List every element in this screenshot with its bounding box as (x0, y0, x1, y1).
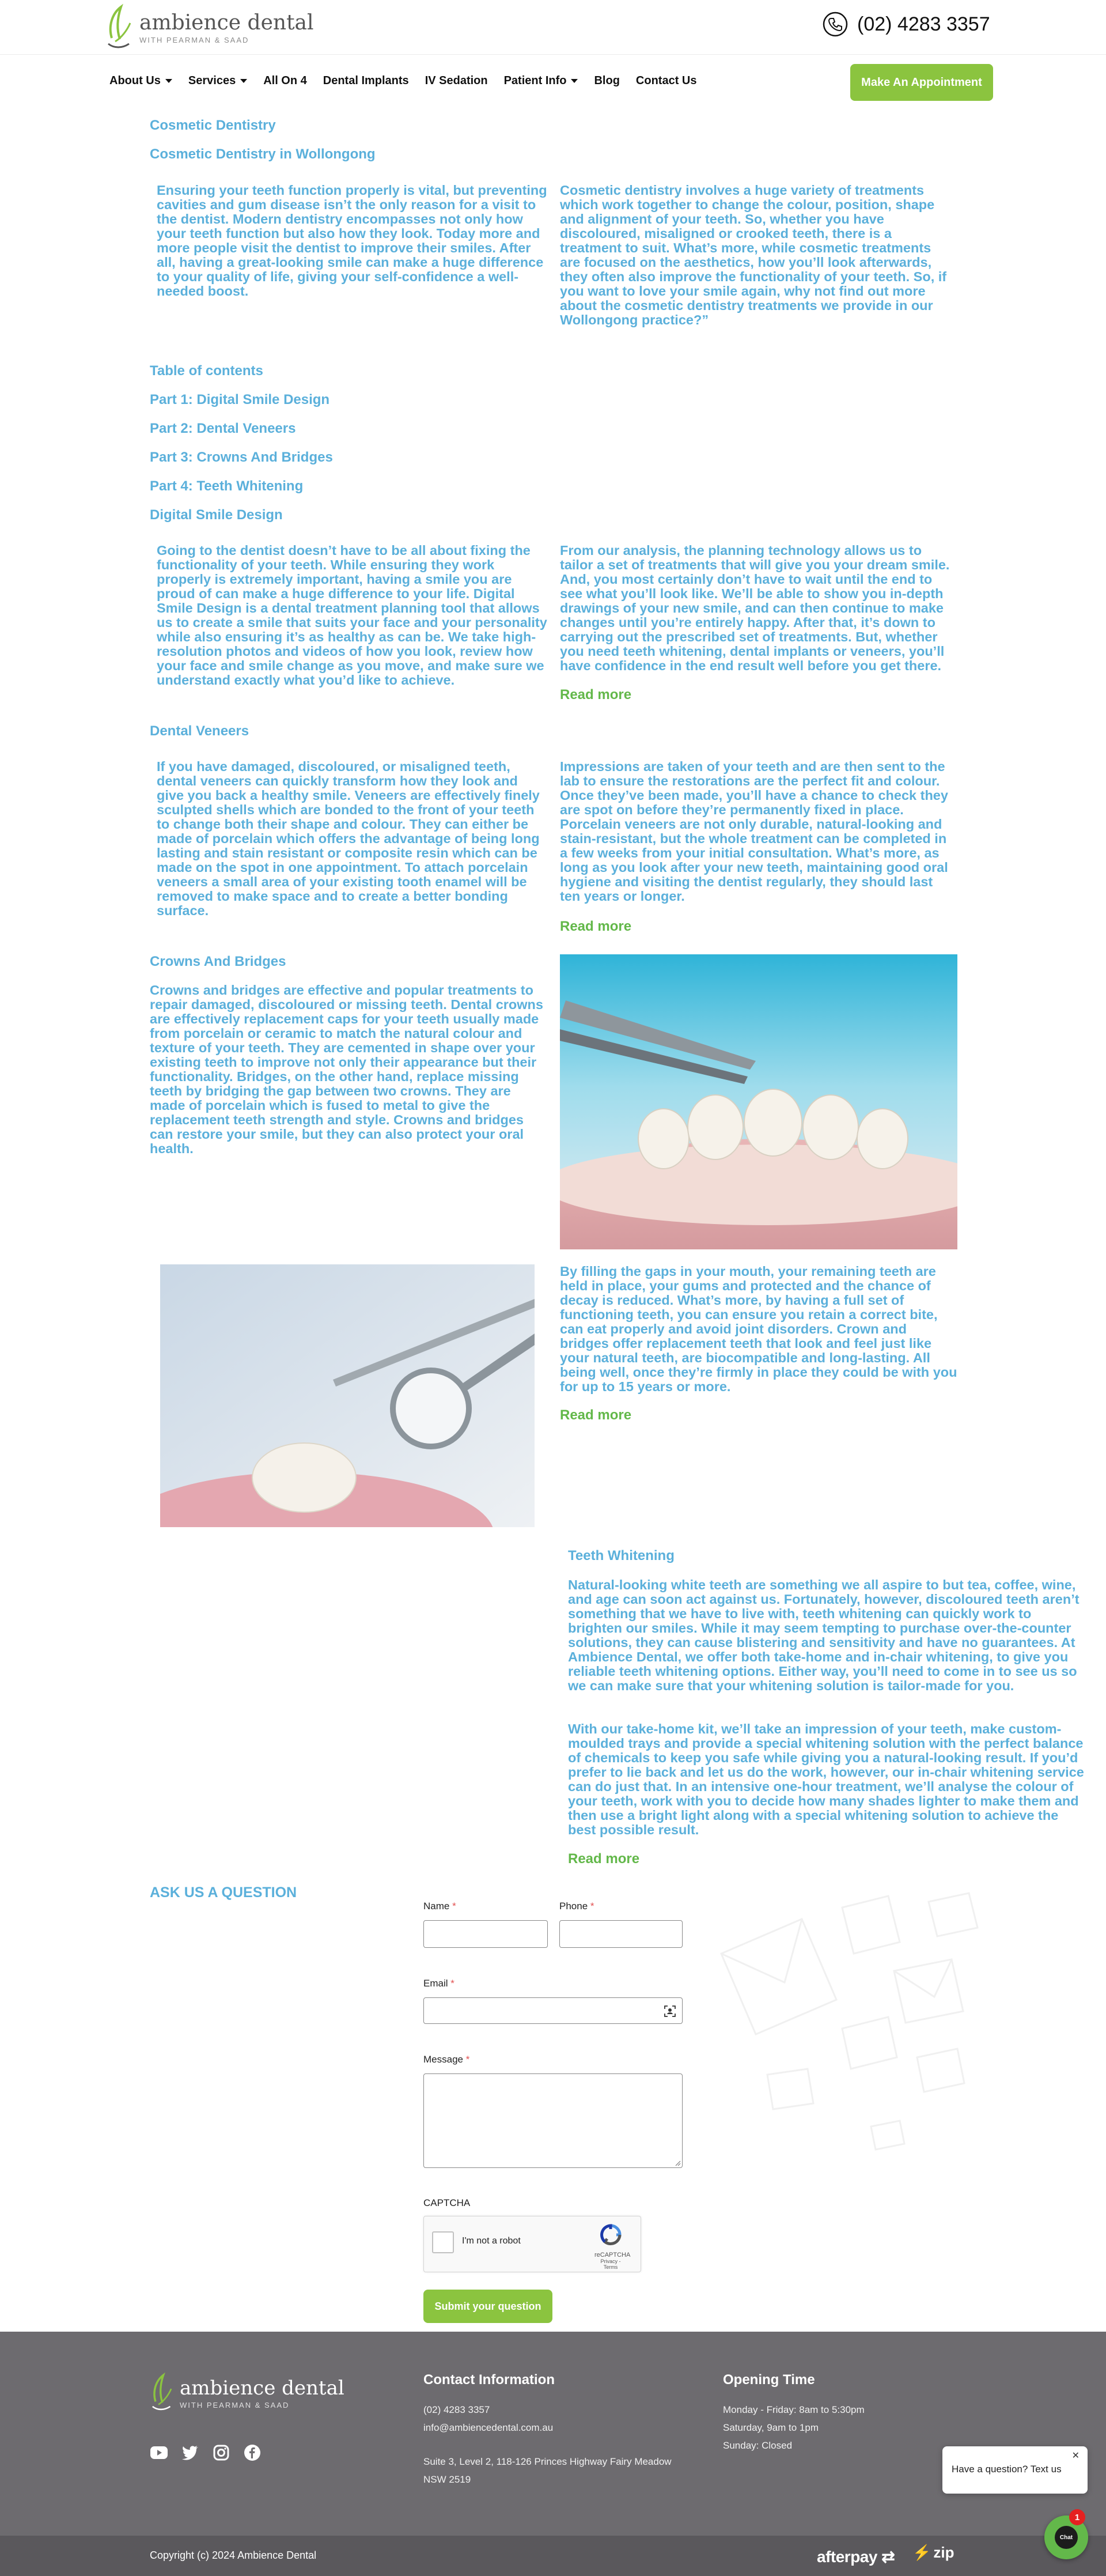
envelope-decoration-icon (698, 1884, 1021, 2207)
recaptcha-brand: reCAPTCHA (594, 2252, 631, 2258)
message-label (423, 2054, 469, 2065)
required-mark: * (450, 1978, 454, 1989)
email-label (423, 1978, 454, 1989)
chat-button-text: Chat (1059, 2534, 1073, 2541)
recaptcha-checkbox[interactable] (432, 2231, 454, 2253)
page-subtitle: Cosmetic Dentistry in Wollongong (150, 146, 376, 162)
opening-hours-weekday: Monday - Friday: 8am to 5:30pm (723, 2404, 865, 2415)
recaptcha-text: I'm not a robot (462, 2236, 521, 2246)
label-text: Name (423, 1901, 450, 1912)
nav-label: About Us (109, 74, 161, 87)
chat-popup-message: Have a question? Text us (952, 2464, 1062, 2475)
message-textarea[interactable] (423, 2073, 683, 2168)
intro-left-paragraph: Ensuring your teeth function properly is vital, but preventing cavities and gum disease isn’t the only reason for a visit to the dentist. Modern dentistry encompasses not only how your teeth function but also how they look. Today more and more people visit the dentist to improve their smiles. After all, having a great-looking smile can make a huge difference to your quality of life, giving your self-confidence a well-needed boost. (157, 183, 547, 299)
youtube-icon[interactable] (150, 2443, 168, 2462)
name-label (423, 1901, 456, 1912)
veneers-right-paragraph: Impressions are taken of your teeth and are then sent to the lab to ensure the restorations are the perfect fit and colour. Once they’ve been made, you’ll have a chance to check they are spot on before they’re permanently fixed in place. Porcelain veneers are not only durable, natural-looking and stain-resistant, but the whole treatment can be completed in a few weeks from your initial consultation. What’s more, as long as you look after your new teeth, maintaining good oral hygiene and visiting the dentist regularly, they should last ten years or longer. (560, 759, 948, 904)
toc-title: Table of contents (150, 363, 263, 379)
footer-logo-name: ambience dental (180, 2376, 344, 2400)
toc-link-digital-smile-design[interactable]: Part 1: Digital Smile Design (150, 392, 330, 407)
footer-logo[interactable] (149, 2372, 344, 2413)
nav-dental-implants[interactable] (323, 74, 409, 88)
tooth-leaf-logo-icon (149, 2372, 175, 2413)
dsd-right-paragraph: From our analysis, the planning technology allows us to tailor a set of treatments that will give you your dream smile. And, you most certainly don’t have to wait until the end to see what you’ll look like. We’ll be able to show you in-depth drawings of your new smile, and can then continue to make changes until you’re entirely happy. After that, it’s down to carrying out the prescribed set of treatments. But, whether you need teeth whitening, dental implants or veneers, you’ll have confidence in the end result well before you get there. (560, 543, 950, 673)
zip-logo (912, 2544, 954, 2562)
phone-input[interactable] (559, 1920, 683, 1948)
whitening-paragraph-1: Natural-looking white teeth are something we all aspire to but tea, coffee, wine, and age can soon act against us. Fortunately, however, discoloured teeth aren’t something that we have to live with, teeth whitening can quickly work to brighten our smiles. While it may seem tempting to purchase over-the-counter solutions, they can cause blistering and sensitivity and have no guarantees. At Ambience Dental, we offer both take-home and in-chair whitening, to give you reliable teeth whitening options. Either way, you’ll need to come in to see us so we can make sure that your whitening solution is tailor-made for you. (568, 1577, 1080, 1693)
chat-bubble-icon (1055, 2526, 1078, 2549)
phone-number: (02) 4283 3357 (857, 13, 990, 35)
captcha-label: CAPTCHA (423, 2197, 471, 2208)
page-title: Cosmetic Dentistry (150, 118, 276, 133)
footer-address-line1: Suite 3, Level 2, 118-126 Princes Highway Fairy Meadow (423, 2456, 672, 2467)
recaptcha-logo-icon (599, 2223, 622, 2246)
opening-time-title: Opening Time (723, 2372, 815, 2388)
footer-email[interactable]: info@ambiencedental.com.au (423, 2422, 554, 2433)
ask-question-heading: ASK US A QUESTION (150, 1884, 297, 1901)
section-title-digital-smile-design: Digital Smile Design (150, 507, 283, 523)
nav-patient-info[interactable] (504, 74, 578, 88)
nav-all-on-4[interactable] (263, 74, 307, 88)
nav-label: Blog (594, 74, 620, 87)
toc-link-teeth-whitening[interactable]: Part 4: Teeth Whitening (150, 478, 304, 494)
section-title-dental-veneers: Dental Veneers (150, 723, 249, 739)
dental-bridge-photo (560, 954, 957, 1249)
nav-contact-us[interactable] (636, 74, 697, 88)
footer-logo-subtitle: WITH PEARMAN & SAAD (180, 2400, 290, 2409)
required-mark: * (465, 2054, 470, 2065)
label-text: Email (423, 1978, 448, 1989)
afterpay-text: afterpay (817, 2548, 877, 2566)
twitter-icon[interactable] (181, 2443, 199, 2462)
chat-unread-badge: 1 (1069, 2509, 1085, 2525)
nav-label: Services (188, 74, 236, 87)
required-mark: * (452, 1901, 456, 1912)
nav-label: All On 4 (263, 74, 307, 87)
veneers-left-paragraph: If you have damaged, discoloured, or misaligned teeth, dental veneers can quickly transform how they look and give you back a healthy smile. Veneers are effectively finely sculpted shells which are bonded to the front of your teeth to change both their shape and colour. They can either be made of porcelain which offers the advantage of being long lasting and stain resistant or composite resin which can be made on the spot in one appointment. To attach porcelain veneers a small area of your existing tooth enamel will be removed to make space and to create a better bonding surface. (157, 759, 540, 918)
intro-right-paragraph: Cosmetic dentistry involves a huge variety of treatments which work together to change the colour, position, shape and alignment of your teeth. So, whether you have discoloured, misaligned or crooked teeth, there is a treatment to suit. What’s more, while cosmetic treatments are focused on the aesthetics, how you’ll look afterwards, they often also improve the functionality of your teeth. So, if you want to love your smile again, why not find out more about the cosmetic dentistry treatments we provide in our Wollongong practice?” (560, 183, 947, 327)
autofill-contact-icon[interactable] (664, 2005, 676, 2018)
read-more-link[interactable]: Read more (568, 1851, 640, 1867)
footer-phone[interactable]: (02) 4283 3357 (423, 2404, 490, 2415)
copyright-text: Copyright (c) 2024 Ambience Dental (150, 2549, 317, 2561)
nav-label: Patient Info (503, 74, 567, 87)
footer-address-line2: NSW 2519 (423, 2474, 471, 2485)
nav-about-us[interactable] (109, 74, 172, 88)
phone-label (559, 1901, 594, 1912)
site-logo[interactable] (104, 3, 314, 52)
section-title-teeth-whitening: Teeth Whitening (568, 1548, 675, 1563)
name-input[interactable] (423, 1920, 548, 1948)
submit-question-button[interactable]: Submit your question (423, 2290, 552, 2323)
nav-blog[interactable] (594, 74, 619, 88)
footer (0, 2332, 1106, 2536)
read-more-link[interactable]: Read more (560, 919, 632, 934)
nav-label: IV Sedation (425, 74, 488, 87)
phone-icon (823, 12, 848, 37)
header-phone[interactable] (823, 12, 990, 37)
crowns-right-paragraph: By filling the gaps in your mouth, your remaining teeth are held in place, your gums and protected and the chance of decay is reduced. What’s more, by having a full set of functioning teeth, you can ensure you retain a correct bite, can eat properly and avoid joint disorders. Crown and bridges offer replacement teeth that look and feel just like your natural teeth, are biocompatible and long-lasting. All being well, once they’re firmly in place they could be with you for up to 15 years or more. (560, 1264, 957, 1394)
make-appointment-button[interactable]: Make An Appointment (850, 64, 993, 101)
toc-link-dental-veneers[interactable]: Part 2: Dental Veneers (150, 421, 296, 436)
facebook-icon[interactable] (243, 2443, 262, 2462)
chat-popup[interactable] (942, 2446, 1088, 2494)
read-more-link[interactable]: Read more (560, 1407, 632, 1423)
label-text: Message (423, 2054, 463, 2065)
logo-name: ambience dental (139, 10, 314, 35)
opening-hours-sunday: Sunday: Closed (723, 2440, 793, 2451)
afterpay-arrows-icon: ⇄ (881, 2548, 895, 2566)
contact-info-title: Contact Information (423, 2372, 555, 2388)
chevron-down-icon (165, 79, 172, 83)
required-mark: * (590, 1901, 594, 1912)
crowns-left-paragraph: Crowns and bridges are effective and popular treatments to repair damaged, discoloured or missing teeth. Dental crowns are effectively replacement caps for your teeth usually made from porcelain or ceramic to match the natural colour and texture of your teeth. They are cemented in shape over your existing teeth to improve not only their appearance but their functionality. Bridges, on the other hand, replace missing teeth by bridging the gap between two crowns. They are made of porcelain which is fused to metal to give the replacement teeth strength and style. Crowns and bridges can restore your smile, but they can also protect your oral health. (150, 983, 543, 1156)
close-icon[interactable]: ✕ (1071, 2451, 1080, 2461)
recaptcha-widget (423, 2216, 641, 2272)
resize-handle-icon[interactable] (674, 2159, 681, 2166)
chevron-down-icon (571, 79, 578, 83)
zip-text: zip (933, 2544, 955, 2561)
top-header (0, 0, 1106, 55)
dsd-left-paragraph: Going to the dentist doesn’t have to be all about fixing the functionality of your teeth. While ensuring they work properly is extremely important, having a smile you are proud of can make a huge difference to your life. Digital Smile Design is a dental treatment planning tool that allows us to create a smile that suits your face and your personality while also ensuring it’s as healthy as can be. We take high-resolution photos and videos of how you look, review how your face and smile change as you move, and make sure we understand exactly what you’d like to achieve. (157, 543, 547, 688)
zip-mark-icon: ⚡ (912, 2544, 931, 2561)
nav-label: Contact Us (635, 74, 697, 87)
logo-subtitle: WITH PEARMAN & SAAD (139, 35, 249, 44)
nav-label: Dental Implants (323, 74, 409, 87)
tooth-leaf-logo-icon (104, 3, 135, 52)
opening-hours-saturday: Saturday, 9am to 1pm (723, 2422, 819, 2433)
read-more-link[interactable]: Read more (560, 687, 632, 702)
afterpay-logo (817, 2547, 895, 2566)
instagram-icon[interactable] (212, 2443, 230, 2462)
social-links (150, 2443, 262, 2462)
recaptcha-links[interactable]: Privacy - Terms (600, 2258, 621, 2270)
whitening-paragraph-2: With our take-home kit, we’ll take an impression of your teeth, make custom-moulded trays and provide a special whitening solution with the perfect balance of chemicals to keep you safe while giving you a natural-looking result. If you’d prefer to lie back and let us do the work, however, our in-chair whitening service can do just that. In an intensive one-hour treatment, we’ll analyse the colour of your teeth, work with you to decide how many shades lighter to make them and then use a bright light along with a special whitening solution to achieve the best possible result. (568, 1721, 1084, 1837)
nav-services[interactable] (188, 74, 247, 88)
toc-link-crowns-and-bridges[interactable]: Part 3: Crowns And Bridges (150, 450, 333, 465)
chevron-down-icon (240, 79, 247, 83)
email-input[interactable] (423, 1997, 683, 2024)
label-text: Phone (559, 1901, 588, 1912)
section-title-crowns-and-bridges: Crowns And Bridges (150, 954, 286, 969)
nav-iv-sedation[interactable] (425, 74, 488, 88)
dental-crown-and-mirror-photo (160, 1264, 535, 1527)
